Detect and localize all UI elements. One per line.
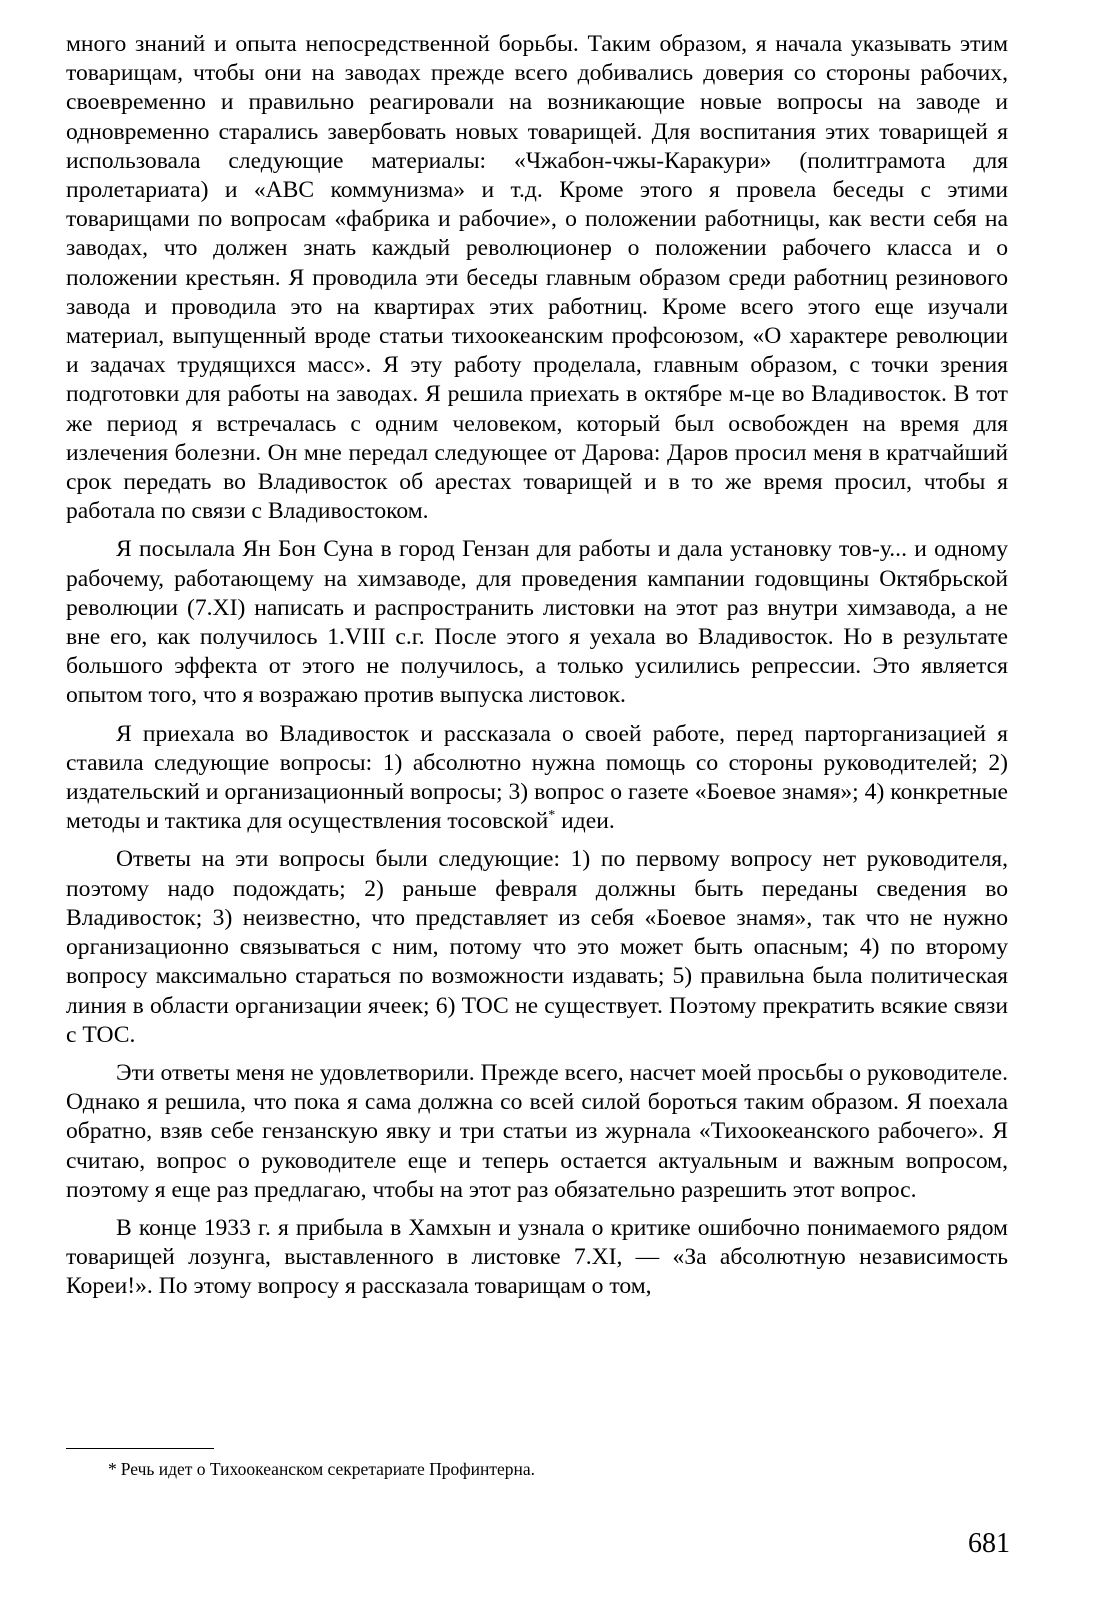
paragraph-3 — [66, 720, 1008, 837]
footnote-mark: * — [108, 1459, 117, 1479]
footnote — [108, 1458, 988, 1480]
paragraph-1: много знаний и опыта непосредственной борьбы. Таким образом, я начала указывать этим товарищам, чтобы они на заводах прежде всего добивались доверия со стороны рабочих, своевременно и правильно реагировали на возникающие новые вопросы на заводе и одновременно старались завербовать новых товарищей. Для воспитания этих товарищей я использовала следующие материалы: «Чжабон-чжы-Каракури» (политграмота для пролетариата) и «АВС коммунизма» и т.д. Кроме этого я провела беседы с этими товарищами по вопросам «фабрика и рабочие», о положении работницы, как вести себя на заводах, что должен знать каждый революционер о положении рабочего класса и о положении крестьян. Я проводила эти беседы главным образом среди работниц резинового завода и проводила это на квартирах этих работниц. Кроме всего этого еще изучали материал, выпущенный вроде статьи тихоокеанским профсоюзом, «О характере революции и задачах трудящихся масс». Я эту работу проделала, главным образом, с точки зрения подготовки для работы на заводах. Я решила приехать в октябре м-це во Владивосток. В тот же период я встречалась с одним человеком, который был освобожден на время для излечения болезни. Он мне передал следующее от Дарова: Даров просил меня в кратчайший срок передать во Владивосток об арестах товарищей и в то же время просил, чтобы я работала по связи с Владивостоком. — [66, 31, 1008, 525]
footnote-text: Речь идет о Тихоокеанском секретариате Профинтерна. — [120, 1459, 536, 1479]
footnote-reference: * — [548, 808, 556, 824]
footnote-divider — [66, 1448, 214, 1449]
paragraph-2: Я посылала Ян Бон Суна в город Гензан для работы и дала установку тов-у... и одному рабочему, работающему на химзаводе, для проведения кампании годовщины Октябрьской революции (7.XI) написать и распространить листовки на этот раз внутри химзавода, а не вне его, как получилось 1.VIII с.г. После этого я уехала во Владивосток. Но в результате большого эффекта от этого не получилось, а только усилились репрессии. Это является опытом того, что я возражаю против выпуска листовок. — [66, 536, 1008, 709]
paragraph-3-tail: идеи. — [561, 808, 615, 835]
paragraph-5: Эти ответы меня не удовлетворили. Прежде всего, насчет моей просьбы о руководителе. Однако я решила, что пока я сама должна со всей силой бороться таким образом. Я поехала обратно, взяв себе гензанскую явку и три статьи из журнала «Тихоокеанского рабочего». Я считаю, вопрос о руководителе еще и теперь остается актуальным и важным вопросом, поэтому я еще раз предлагаю, чтобы на этот раз обязательно разрешить этот вопрос. — [66, 1059, 1008, 1203]
paragraph-3-text: Я приехала во Владивосток и рассказала о своей работе, перед парторганизацией я ставила следующие вопросы: 1) абсолютно нужна помощь со стороны руководителей; 2) издательский и организационный вопросы; 3) вопрос о газете «Боевое знамя»; 4) конкретные методы и тактика для осуществления тосовской — [66, 720, 1008, 835]
body-text — [66, 30, 1008, 1311]
paragraph-6: В конце 1933 г. я прибыла в Хамхын и узнала о критике ошибочно понимаемого рядом товарищей лозунга, выставленного в листовке 7.XI, — «За абсолютную независимость Кореи!». По этому вопросу я рассказала товарищам о том, — [66, 1214, 1008, 1300]
paragraph-4: Ответы на эти вопросы были следующие: 1) по первому вопросу нет руководителя, поэтому надо подождать; 2) раньше февраля должны быть переданы сведения во Владивосток; 3) неизвестно, что представляет из себя «Боевое знамя», так что не нужно организационно связываться с ним, потому что это может быть опасным; 4) по второму вопросу максимально стараться по возможности издавать; 5) правильна была политическая линия в области организации ячеек; 6) ТОС не существует. Поэтому прекратить всякие связи с ТОС. — [66, 846, 1008, 1048]
page-number: 681 — [968, 1528, 1010, 1559]
